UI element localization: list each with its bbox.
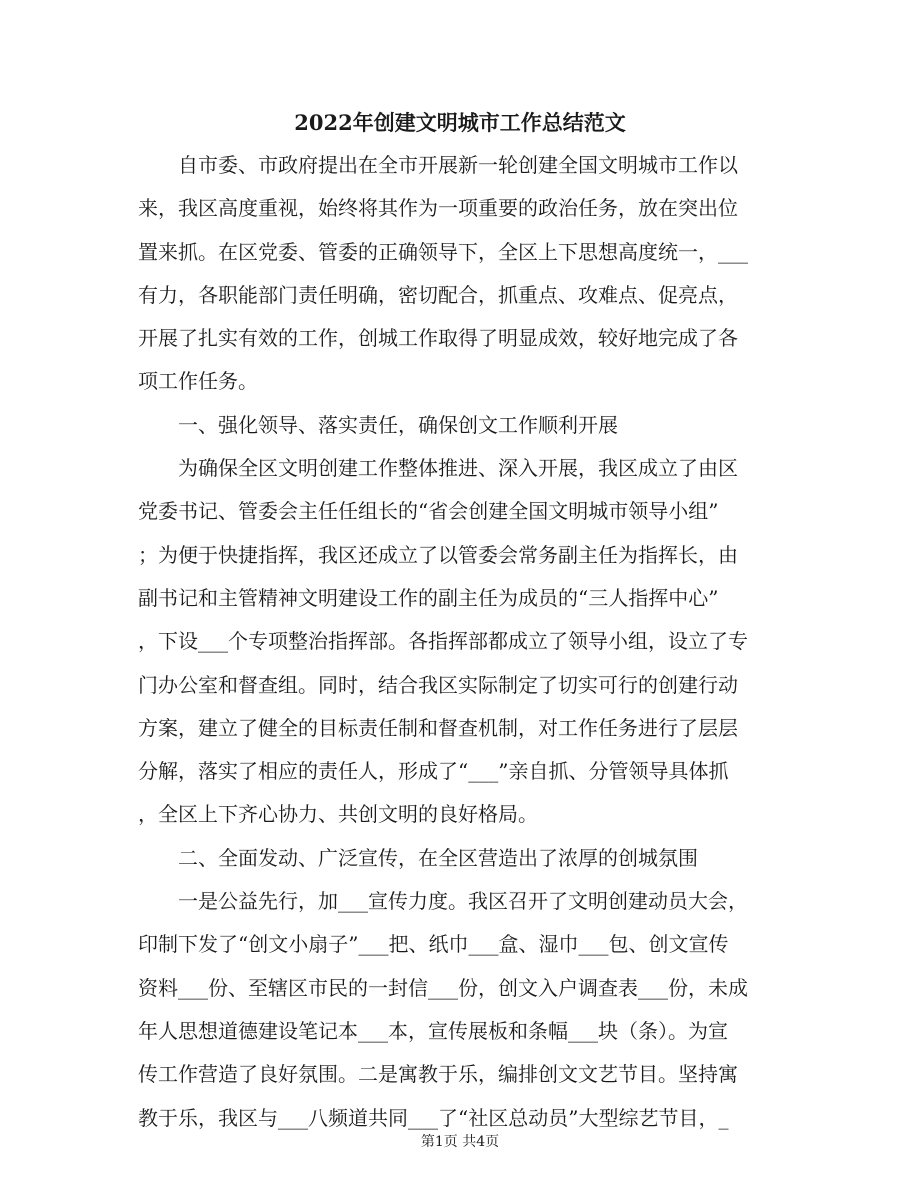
paragraph-line: 自市委、市政府提出在全市开展新一轮创建全国文明城市工作以 <box>178 153 738 177</box>
document-title: 2022年创建文明城市工作总结范文 <box>294 110 626 135</box>
paragraph-line: ，下设___个专项整治指挥部。各指挥部都成立了领导小组，设立了专 <box>138 629 748 654</box>
paragraph-line: 年人思想道德建设笔记本___本，宣传展板和条幅___块（条）。为宣 <box>138 1018 728 1043</box>
paragraph-line: 项工作任务。 <box>138 369 258 394</box>
paragraph-line: 教于乐，我区与___八频道共同___了“社区总动员”大型综艺节目，_ <box>138 1105 729 1130</box>
paragraph-line: 传工作营造了良好氛围。二是寓教于乐，编排创文文艺节目。坚持寓 <box>138 1062 738 1087</box>
paragraph-line: 置来抓。在区党委、管委的正确领导下，全区上下思想高度统一，___ <box>138 239 748 264</box>
paragraph-line: 一是公益先行，加___宣传力度。我区召开了文明创建动员大会， <box>178 889 748 914</box>
paragraph-line: 资料___份、至辖区市民的一封信___份，创文入户调查表___份，未成 <box>138 975 748 1000</box>
page-number-footer: 第1页 共4页 <box>420 1134 500 1150</box>
paragraph-line: ；为便于快捷指挥，我区还成立了以管委会常务副主任为指挥长，由 <box>138 542 738 567</box>
paragraph-line: 印制下发了“创文小扇子”___把、纸巾___盒、湿巾___包、创文宣传 <box>138 932 729 957</box>
paragraph-line: 为确保全区文明创建工作整体推进、深入开展，我区成立了由区 <box>178 456 738 481</box>
paragraph-line: 门办公室和督查组。同时，结合我区实际制定了切实可行的创建行动 <box>138 672 738 697</box>
section-heading: 一、强化领导、落实责任，确保创文工作顺利开展 <box>178 412 618 437</box>
paragraph-line: 副书记和主管精神文明建设工作的副主任为成员的“三人指挥中心” <box>138 585 719 610</box>
document-body <box>138 144 783 1140</box>
paragraph-line: 方案，建立了健全的目标责任制和督查机制，对工作任务进行了层层 <box>138 715 738 740</box>
paragraph-line: 来，我区高度重视，始终将其作为一项重要的政治任务，放在突出位 <box>138 196 738 221</box>
section-heading: 二、全面发动、广泛宣传，在全区营造出了浓厚的创城氛围 <box>178 845 698 870</box>
paragraph-line: 有力，各职能部门责任明确，密切配合，抓重点、攻难点、促亮点， <box>138 282 738 307</box>
paragraph-line: 党委书记、管委会主任任组长的“省会创建全国文明城市领导小组” <box>138 499 719 524</box>
paragraph-line: 分解，落实了相应的责任人，形成了“___”亲自抓、分管领导具体抓 <box>138 759 729 784</box>
paragraph-line: 开展了扎实有效的工作，创城工作取得了明显成效，较好地完成了各 <box>138 326 738 351</box>
paragraph-line: ，全区上下齐心协力、共创文明的良好格局。 <box>138 802 538 827</box>
